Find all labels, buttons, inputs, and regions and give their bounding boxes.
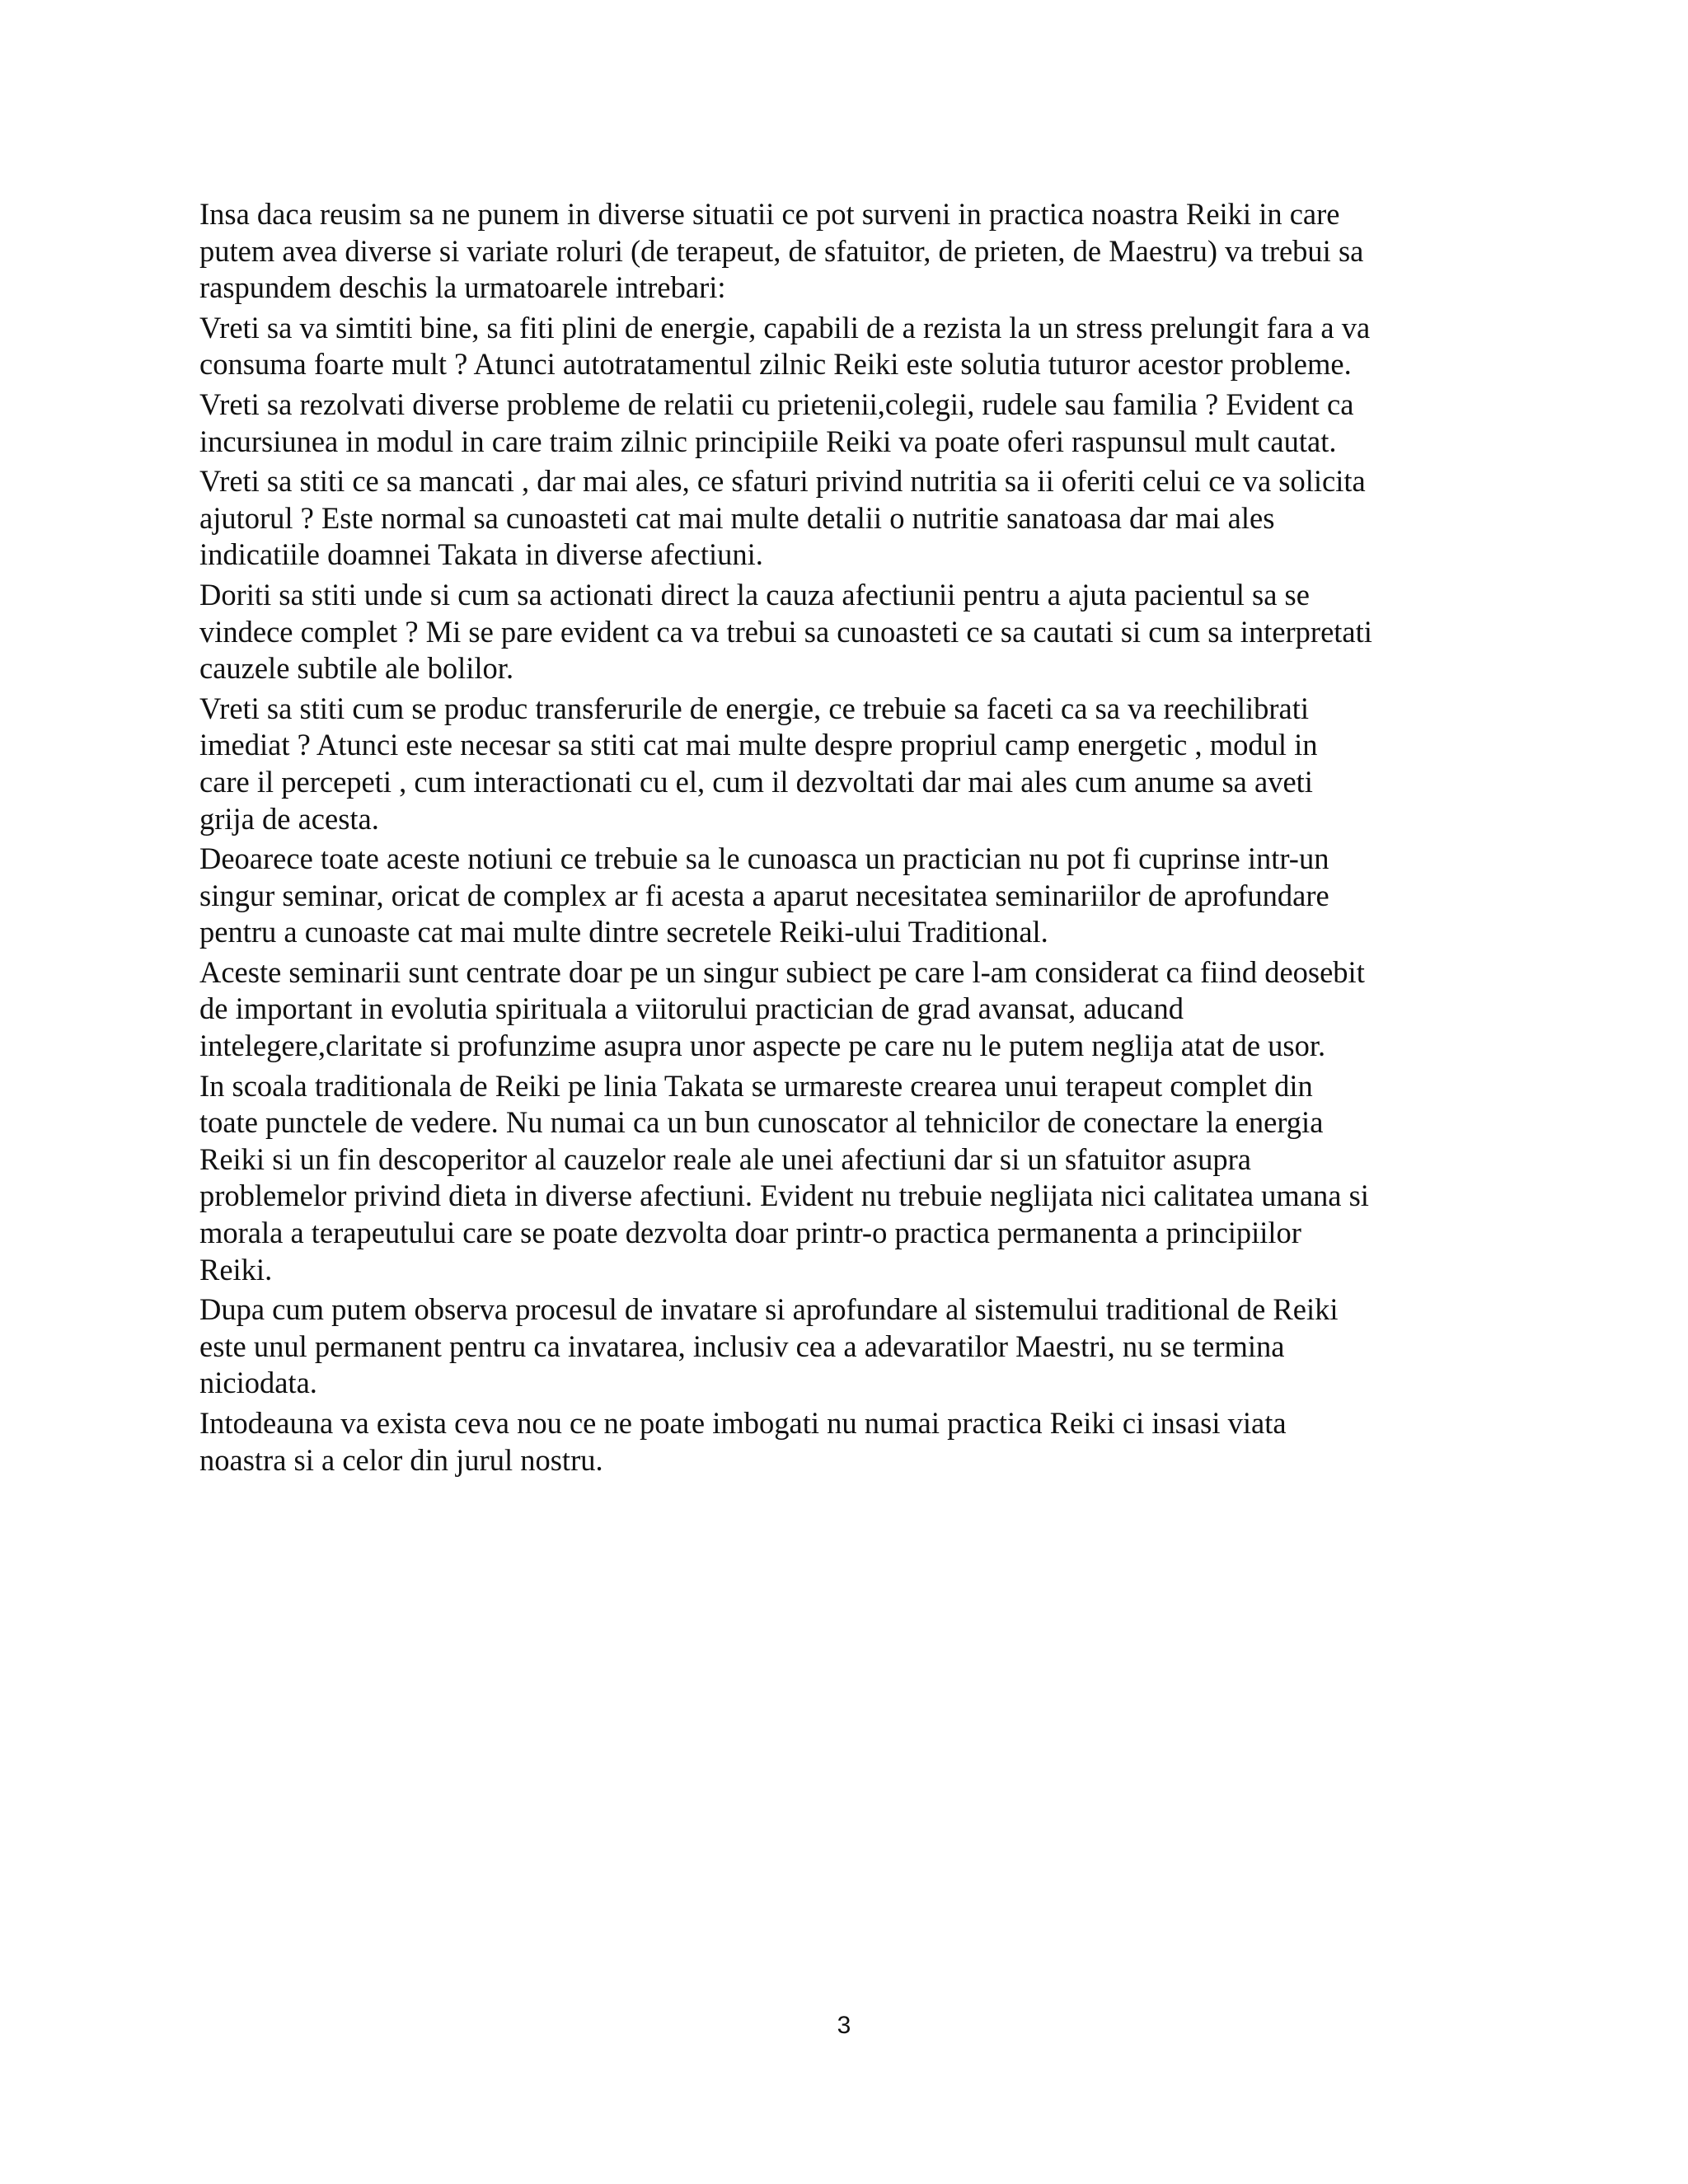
text-line: niciodata. <box>199 1366 317 1400</box>
text-line: incursiunea in modul in care traim zilnic principiile Reiki va poate oferi raspunsul mult cautat. <box>199 424 1337 458</box>
text-line: Deoarece toate aceste notiuni ce trebuie sa le cunoasca un practician nu pot fi cuprinse intr-un <box>199 841 1329 876</box>
text-line: Vreti sa stiti cum se produc transferurile de energie, ce trebuie sa faceti ca sa va reechilibrati <box>199 691 1309 725</box>
page-number: 3 <box>837 2012 851 2039</box>
text-line: consuma foarte mult ? Atunci autotratamentul zilnic Reiki este solutia tuturor acestor probleme. <box>199 347 1352 382</box>
text-line: toate punctele de vedere. Nu numai ca un bun cunoscator al tehnicilor de conectare la energia <box>199 1105 1324 1140</box>
text-line: In scoala traditionala de Reiki pe linia Takata se urmareste crearea unui terapeut complet din <box>199 1068 1313 1103</box>
text-line: este unul permanent pentru ca invatarea, inclusiv cea a adevaratilor Maestri, nu se termina <box>199 1329 1285 1363</box>
paragraph <box>199 1405 1526 1479</box>
text-line: morala a terapeutului care se poate dezvolta doar printr-o practica permanenta a principiilor <box>199 1216 1301 1250</box>
text-line: imediat ? Atunci este necesar sa stiti cat mai multe despre propriul camp energetic , modul in <box>199 728 1318 762</box>
paragraph <box>199 1291 1526 1402</box>
text-line: care il percepeti , cum interactionati cu el, cum il dezvoltati dar mai ales cum anume sa aveti <box>199 764 1313 799</box>
text-line: grija de acesta. <box>199 801 379 836</box>
text-line: singur seminar, oricat de complex ar fi acesta a aparut necesitatea seminariilor de aprofundare <box>199 878 1329 912</box>
document-body <box>199 196 1526 1482</box>
paragraph <box>199 577 1526 687</box>
paragraph <box>199 387 1526 460</box>
text-line: putem avea diverse si variate roluri (de terapeut, de sfatuitor, de prieten, de Maestru) va trebui sa <box>199 233 1364 268</box>
text-line: Vreti sa va simtiti bine, sa fiti plini de energie, capabili de a rezista la un stress prelungit fara a va <box>199 310 1371 344</box>
paragraph <box>199 1068 1526 1289</box>
text-line: raspundem deschis la urmatoarele intrebari: <box>199 270 726 305</box>
paragraph <box>199 691 1526 837</box>
paragraph <box>199 196 1526 307</box>
text-line: Doriti sa stiti unde si cum sa actionati direct la cauza afectiunii pentru a ajuta pacientul sa se <box>199 577 1310 612</box>
text-line: problemelor privind dieta in diverse afectiuni. Evident nu trebuie neglijata nici calitatea umana si <box>199 1179 1369 1213</box>
text-line: Reiki. <box>199 1252 273 1286</box>
text-line: intelegere,claritate si profunzime asupra unor aspecte pe care nu le putem neglija atat de usor. <box>199 1029 1326 1063</box>
paragraph <box>199 841 1526 951</box>
text-line: Intodeauna va exista ceva nou ce ne poate imbogati nu numai practica Reiki ci insasi viata <box>199 1406 1287 1440</box>
text-line: cauzele subtile ale bolilor. <box>199 651 514 686</box>
text-line: Dupa cum putem observa procesul de invatare si aprofundare al sistemului traditional de Reiki <box>199 1292 1339 1327</box>
text-line: Vreti sa rezolvati diverse probleme de relatii cu prietenii,colegii, rudele sau familia ? Evident ca <box>199 387 1354 421</box>
text-line: indicatiile doamnei Takata in diverse afectiuni. <box>199 537 763 572</box>
text-line: Aceste seminarii sunt centrate doar pe un singur subiect pe care l-am considerat ca fiind deosebit <box>199 954 1365 989</box>
text-line: Vreti sa stiti ce sa mancati , dar mai ales, ce sfaturi privind nutritia sa ii oferiti celui ce va solicita <box>199 464 1366 499</box>
text-line: de important in evolutia spirituala a viitorului practician de grad avansat, aducand <box>199 991 1184 1026</box>
text-line: Reiki si un fin descoperitor al cauzelor reale ale unei afectiuni dar si un sfatuitor asupra <box>199 1141 1251 1176</box>
text-line: noastra si a celor din jurul nostru. <box>199 1442 603 1477</box>
text-line: pentru a cunoaste cat mai multe dintre secretele Reiki-ului Traditional. <box>199 915 1048 949</box>
text-line: Insa daca reusim sa ne punem in diverse situatii ce pot surveni in practica noastra Reiki in care <box>199 197 1340 231</box>
text-line: ajutorul ? Este normal sa cunoasteti cat mai multe detalii o nutritie sanatoasa dar mai ales <box>199 500 1275 535</box>
paragraph <box>199 310 1526 383</box>
paragraph <box>199 463 1526 574</box>
text-line: vindece complet ? Mi se pare evident ca va trebui sa cunoasteti ce sa cautati si cum sa interpretati <box>199 614 1372 649</box>
paragraph <box>199 954 1526 1065</box>
